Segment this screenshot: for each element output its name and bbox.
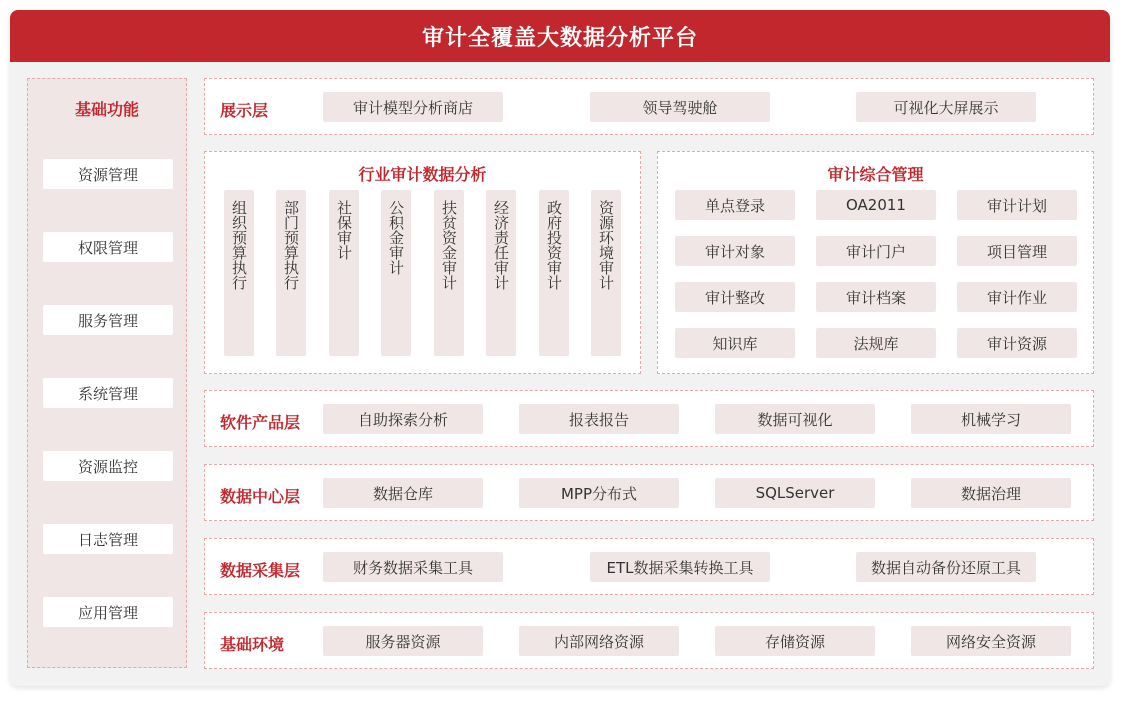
audit-management-item: 审计档案 bbox=[816, 282, 936, 312]
basic-function-item: 日志管理 bbox=[43, 524, 173, 554]
software-layer-item: 报表报告 bbox=[519, 404, 679, 434]
basic-function-item: 资源监控 bbox=[43, 451, 173, 481]
data-center-layer-item: SQLServer bbox=[715, 478, 875, 508]
audit-management-item: 知识库 bbox=[675, 328, 795, 358]
display-layer-panel bbox=[204, 78, 1094, 135]
collection-layer-item: ETL数据采集转换工具 bbox=[590, 552, 770, 582]
audit-management-item: 审计整改 bbox=[675, 282, 795, 312]
audit-management-item: 项目管理 bbox=[957, 236, 1077, 266]
data-center-layer-title: 数据中心层 bbox=[220, 487, 301, 506]
software-layer-item: 自助探索分析 bbox=[323, 404, 483, 434]
display-layer-title: 展示层 bbox=[220, 101, 269, 120]
industry-analysis-item: 部门预算执行 bbox=[276, 190, 306, 356]
industry-analysis-item: 资源环境审计 bbox=[591, 190, 621, 356]
basic-function-item: 应用管理 bbox=[43, 597, 173, 627]
basic-function-item: 资源管理 bbox=[43, 159, 173, 189]
audit-management-item: 审计门户 bbox=[816, 236, 936, 266]
display-layer-item: 审计模型分析商店 bbox=[323, 92, 503, 122]
audit-management-item: 单点登录 bbox=[675, 190, 795, 220]
industry-analysis-item: 扶贫资金审计 bbox=[434, 190, 464, 356]
data-center-layer-panel bbox=[204, 464, 1094, 521]
software-layer-title: 软件产品层 bbox=[220, 413, 301, 432]
basic-function-item: 权限管理 bbox=[43, 232, 173, 262]
infra-layer-item: 网络安全资源 bbox=[911, 626, 1071, 656]
audit-management-title: 审计综合管理 bbox=[827, 165, 924, 184]
audit-management-item: OA2011 bbox=[816, 190, 936, 220]
industry-analysis-item: 组织预算执行 bbox=[224, 190, 254, 356]
collection-layer-item: 数据自动备份还原工具 bbox=[856, 552, 1036, 582]
software-layer-item: 数据可视化 bbox=[715, 404, 875, 434]
infra-layer-item: 服务器资源 bbox=[323, 626, 483, 656]
data-center-layer-item: MPP分布式 bbox=[519, 478, 679, 508]
basic-functions-title: 基础功能 bbox=[74, 100, 139, 119]
diagram-frame bbox=[10, 10, 1110, 686]
infra-layer-item: 存储资源 bbox=[715, 626, 875, 656]
collection-layer-item: 财务数据采集工具 bbox=[323, 552, 503, 582]
basic-function-item: 服务管理 bbox=[43, 305, 173, 335]
data-center-layer-item: 数据治理 bbox=[911, 478, 1071, 508]
industry-analysis-item: 公积金审计 bbox=[381, 190, 411, 356]
audit-management-item: 法规库 bbox=[816, 328, 936, 358]
industry-analysis-item: 经济责任审计 bbox=[486, 190, 516, 356]
data-center-layer-item: 数据仓库 bbox=[323, 478, 483, 508]
display-layer-item: 领导驾驶舱 bbox=[590, 92, 770, 122]
audit-management-panel bbox=[657, 151, 1094, 374]
infra-layer-title: 基础环境 bbox=[220, 635, 285, 654]
audit-management-item: 审计资源 bbox=[957, 328, 1077, 358]
audit-management-item: 审计作业 bbox=[957, 282, 1077, 312]
collection-layer-panel bbox=[204, 538, 1094, 595]
basic-function-item: 系统管理 bbox=[43, 378, 173, 408]
industry-analysis-item: 政府投资审计 bbox=[539, 190, 569, 356]
basic-functions-panel bbox=[27, 78, 187, 668]
collection-layer-title: 数据采集层 bbox=[220, 561, 301, 580]
display-layer-item: 可视化大屏展示 bbox=[856, 92, 1036, 122]
industry-analysis-panel bbox=[204, 151, 641, 374]
audit-management-item: 审计计划 bbox=[957, 190, 1077, 220]
infra-layer-panel bbox=[204, 612, 1094, 669]
page-title: 审计全覆盖大数据分析平台 bbox=[10, 10, 1110, 62]
software-layer-item: 机械学习 bbox=[911, 404, 1071, 434]
software-layer-panel bbox=[204, 390, 1094, 447]
infra-layer-item: 内部网络资源 bbox=[519, 626, 679, 656]
industry-analysis-item: 社保审计 bbox=[329, 190, 359, 356]
industry-analysis-title: 行业审计数据分析 bbox=[358, 165, 487, 184]
audit-management-item: 审计对象 bbox=[675, 236, 795, 266]
